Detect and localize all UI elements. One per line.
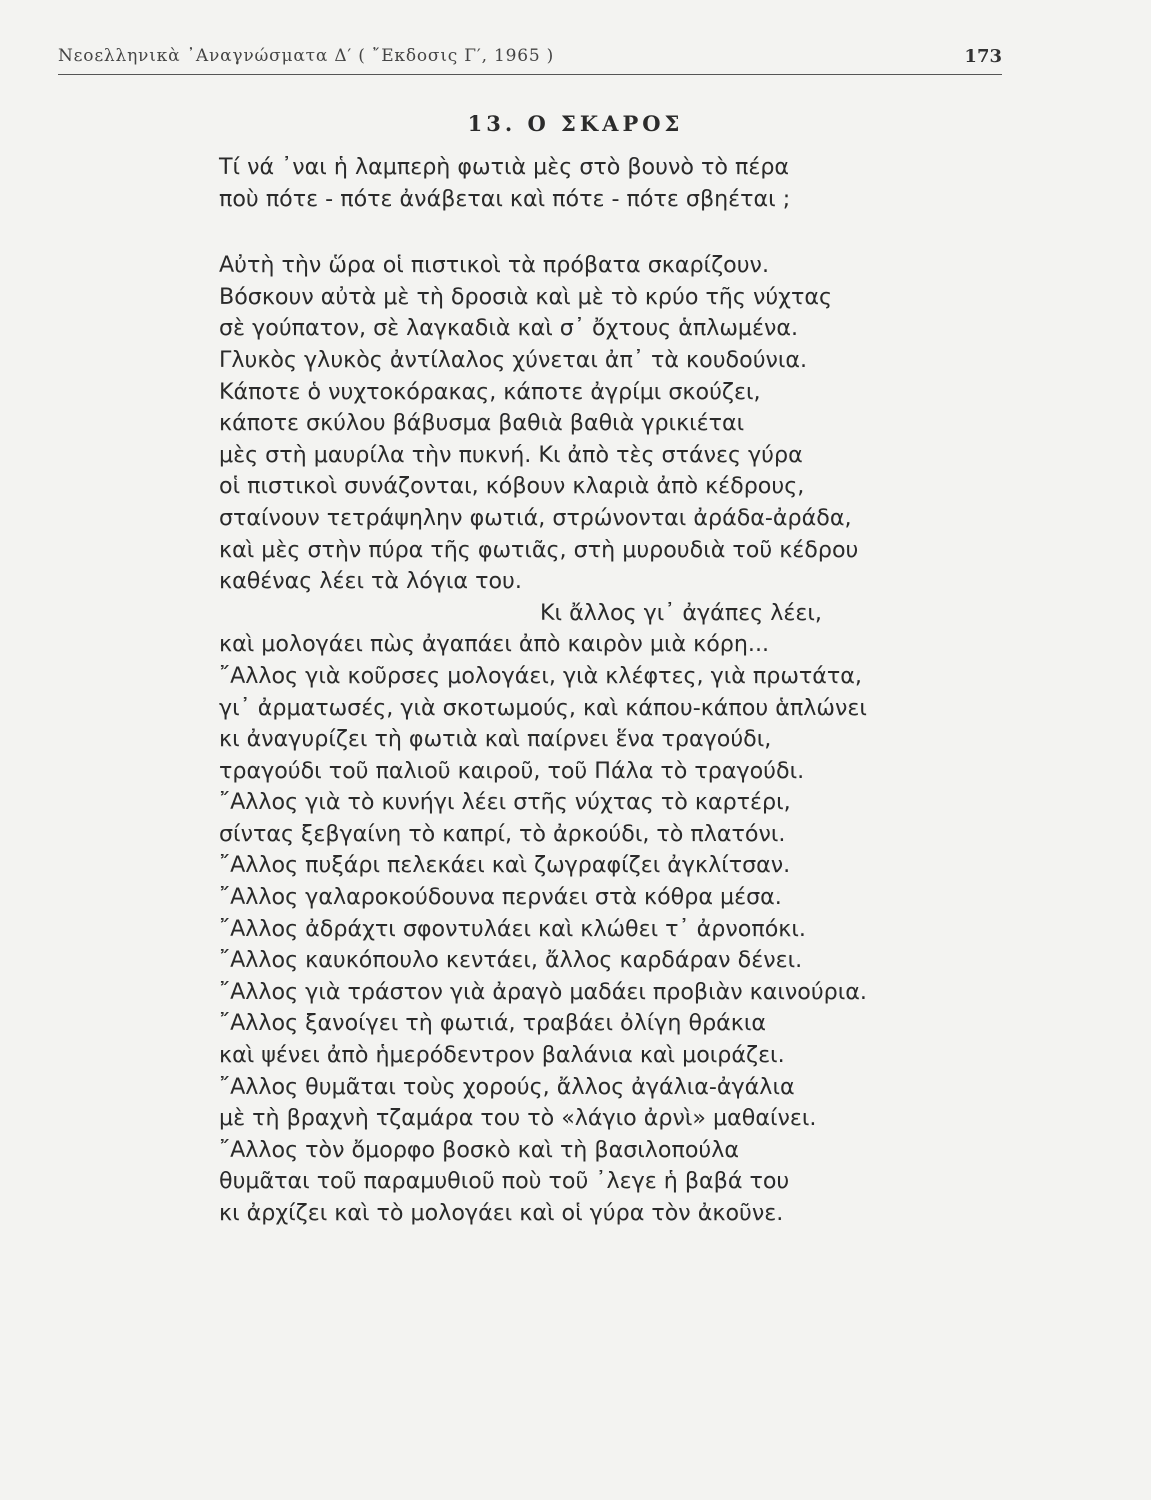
- poem-line: καθένας λέει τὰ λόγια του.: [219, 568, 522, 595]
- stanza-break: [219, 215, 979, 250]
- poem-line: Κάποτε ὁ νυχτοκόρακας, κάποτε ἀγρίμι σκούζει,: [219, 378, 761, 405]
- poem-line: ῎Αλλος ἀδράχτι σφοντυλάει καὶ κλώθει τ᾽ ἀρνοπόκι.: [219, 915, 806, 942]
- poem-line: μὲ τὴ βραχνὴ τζαμάρα του τὸ «λάγιο ἀρνὶ» μαθαίνει.: [219, 1105, 817, 1132]
- poem-line: καὶ ψένει ἀπὸ ἡμερόδεντρον βαλάνια καὶ μοιράζει.: [219, 1042, 785, 1069]
- poem-line: μὲς στὴ μαυρίλα τὴν πυκνή. Κι ἀπὸ τὲς στάνες γύρα: [219, 441, 803, 468]
- poem-line: Γλυκὸς γλυκὸς ἀντίλαλος χύνεται ἀπ᾽ τὰ κουδούνια.: [219, 346, 808, 373]
- poem-line: ῎Αλλος καυκόπουλο κεντάει, ἄλλος καρδάραν δένει.: [219, 947, 803, 974]
- poem-body: [219, 152, 979, 1230]
- poem-line: Βόσκουν αὐτὰ μὲ τὴ δροσιὰ καὶ μὲ τὸ κρύο τῆς νύχτας: [219, 283, 832, 310]
- poem-line-indented: Κι ἄλλος γι᾽ ἀγάπες λέει,: [540, 599, 822, 626]
- poem-line: γι᾽ ἀρματωσές, γιὰ σκοτωμούς, καὶ κάπου-κάπου ἁπλώνει: [219, 694, 867, 721]
- poem-line: οἱ πιστικοὶ συνάζονται, κόβουν κλαριὰ ἀπὸ κέδρους,: [219, 473, 805, 500]
- poem-line: κι ἀρχίζει καὶ τὸ μολογάει καὶ οἱ γύρα τὸν ἀκοῦνε.: [219, 1200, 784, 1226]
- poem-line: κάποτε σκύλου βάβυσμα βαθιὰ βαθιὰ γρικιέται: [219, 410, 745, 437]
- poem-line: ῎Αλλος γιὰ τράστον γιὰ ἀραγὸ μαδάει προβιὰν καινούρια.: [219, 978, 867, 1005]
- poem-line: τραγούδι τοῦ παλιοῦ καιροῦ, τοῦ Πάλα τὸ τραγούδι.: [219, 757, 805, 784]
- poem-line: σὲ γούπατον, σὲ λαγκαδιὰ καὶ σ᾽ ὄχτους ἁπλωμένα.: [219, 315, 799, 342]
- running-head-title: Νεοελληνικὰ ᾽Αναγνώσματα Δ′ ( ῎Εκδοσις Γ′, 1965 ): [58, 46, 555, 66]
- poem-line: καὶ μὲς στὴν πύρα τῆς φωτιᾶς, στὴ μυρουδιὰ τοῦ κέδρου: [219, 536, 859, 563]
- poem-line: καὶ μολογάει πὼς ἀγαπάει ἀπὸ καιρὸν μιὰ κόρη...: [219, 631, 770, 658]
- poem-line: θυμᾶται τοῦ παραμυθιοῦ ποὺ τοῦ ᾽λεγε ἡ βαβά του: [219, 1168, 790, 1195]
- poem-line: ῎Αλλος γιὰ κοῦρσες μολογάει, γιὰ κλέφτες, γιὰ πρωτάτα,: [219, 662, 862, 689]
- poem-line: ῎Αλλος τὸν ὄμορφο βοσκὸ καὶ τὴ βασιλοπούλα: [219, 1136, 739, 1163]
- poem-line: ποὺ πότε - πότε ἀνάβεται καὶ πότε - πότε σβηέται ;: [219, 185, 791, 212]
- poem-line: σίντας ξεβγαίνη τὸ καπρί, τὸ ἀρκούδι, τὸ πλατόνι.: [219, 820, 786, 847]
- poem-line: Αὐτὴ τὴν ὥρα οἱ πιστικοὶ τὰ πρόβατα σκαρίζουν.: [219, 252, 769, 279]
- poem-line: Τί νά ᾽ναι ἡ λαμπερὴ φωτιὰ μὲς στὸ βουνὸ τὸ πέρα: [219, 154, 790, 180]
- poem-line: ῎Αλλος ξανοίγει τὴ φωτιά, τραβάει ὀλίγη θράκια: [219, 1010, 766, 1037]
- poem-line: ῎Αλλος πυξάρι πελεκάει καὶ ζωγραφίζει ἀγκλίτσαν.: [219, 852, 791, 879]
- poem-line: ῎Αλλος γιὰ τὸ κυνήγι λέει στῆς νύχτας τὸ καρτέρι,: [219, 789, 791, 816]
- poem-line: κι ἀναγυρίζει τὴ φωτιὰ καὶ παίρνει ἕνα τραγούδι,: [219, 726, 772, 753]
- page-number: 173: [964, 46, 1002, 67]
- running-header: [58, 38, 1002, 75]
- poem-line: ῎Αλλος θυμᾶται τοὺς χορούς, ἄλλος ἀγάλια-ἀγάλια: [219, 1073, 795, 1100]
- poem-line: σταίνουν τετράψηλην φωτιά, στρώνονται ἀράδα-ἀράδα,: [219, 504, 852, 531]
- poem-line: ῎Αλλος γαλαροκούδουνα περνάει στὰ κόθρα μέσα.: [219, 884, 782, 911]
- poem-title: 13. Ο ΣΚΑΡΟΣ: [467, 111, 684, 136]
